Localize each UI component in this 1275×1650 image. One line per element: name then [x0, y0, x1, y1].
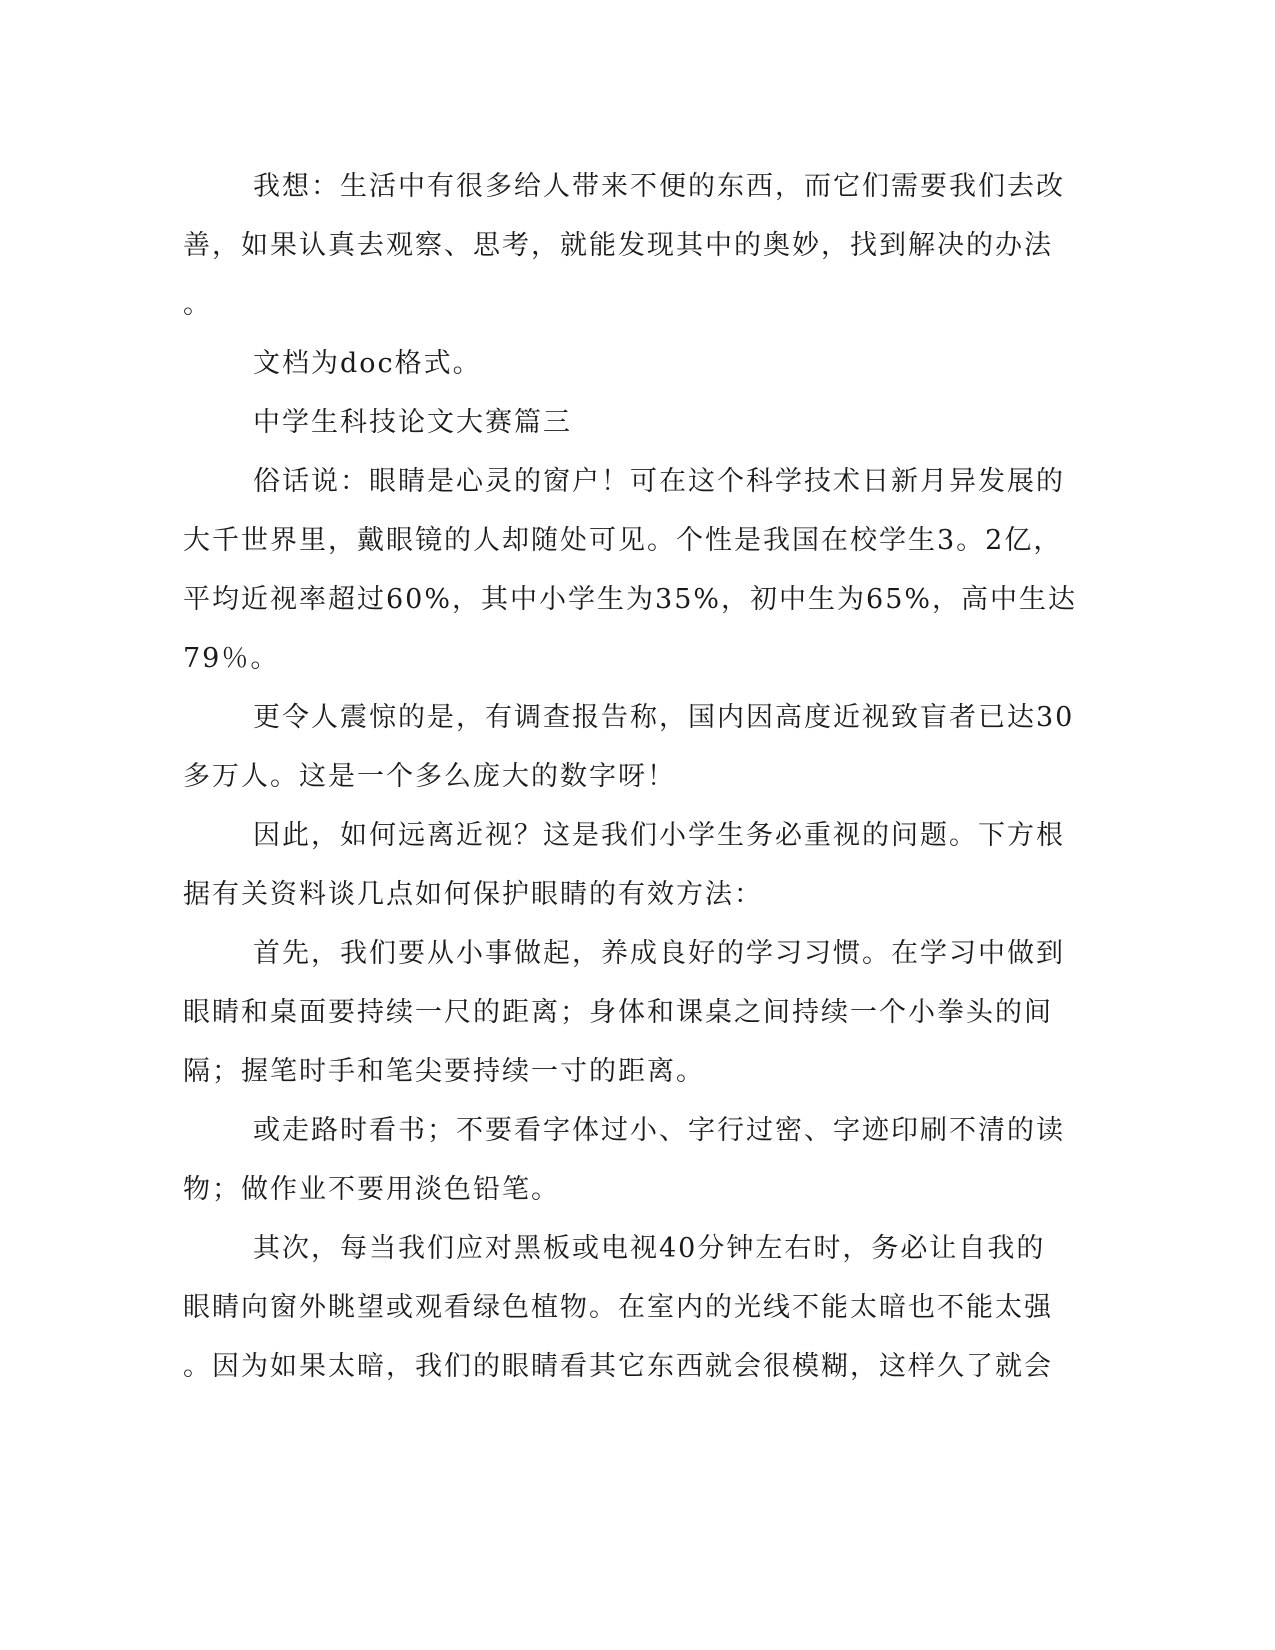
text-line: 文档为doc格式。	[253, 348, 482, 379]
text-line: 大千世界里，戴眼镜的人却随处可见。个性是我国在校学生3。2亿，	[183, 525, 1063, 556]
text-line: 多万人。这是一个多么庞大的数字呀！	[183, 761, 676, 792]
text-line: 或走路时看书；不要看字体过小、字行过密、字迹印刷不清的读	[253, 1115, 1065, 1146]
text-line: 眼睛向窗外眺望或观看绿色植物。在室内的光线不能太暗也不能太强	[183, 1292, 1053, 1323]
text-line: 物；做作业不要用淡色铅笔。	[183, 1174, 560, 1205]
text-line: 平均近视率超过60%，其中小学生为35%，初中生为65%，高中生达	[183, 584, 1078, 615]
text-line: 79％。	[183, 643, 280, 674]
text-line: 因此，如何远离近视？这是我们小学生务必重视的问题。下方根	[253, 820, 1065, 851]
text-line: 首先，我们要从小事做起，养成良好的学习习惯。在学习中做到	[253, 938, 1065, 969]
text-line: 据有关资料谈几点如何保护眼睛的有效方法：	[183, 879, 763, 910]
text-line: 。因为如果太暗，我们的眼睛看其它东西就会很模糊，这样久了就会	[183, 1351, 1053, 1382]
text-line: 俗话说：眼睛是心灵的窗户！可在这个科学技术日新月异发展的	[253, 466, 1065, 497]
text-line: 更令人震惊的是，有调查报告称，国内因高度近视致盲者已达30	[253, 702, 1075, 733]
text-line: 我想：生活中有很多给人带来不便的东西，而它们需要我们去改	[253, 171, 1065, 202]
text-line: 善，如果认真去观察、思考，就能发现其中的奥妙，找到解决的办法	[183, 230, 1053, 261]
document-body	[183, 157, 1078, 1396]
section-heading: 中学生科技论文大赛篇三	[253, 407, 572, 438]
text-line: 。	[183, 289, 212, 320]
text-line: 其次，每当我们应对黑板或电视40分钟左右时，务必让自我的	[253, 1233, 1046, 1264]
text-line: 眼睛和桌面要持续一尺的距离；身体和课桌之间持续一个小拳头的间	[183, 997, 1053, 1028]
text-line: 隔；握笔时手和笔尖要持续一寸的距离。	[183, 1056, 705, 1087]
